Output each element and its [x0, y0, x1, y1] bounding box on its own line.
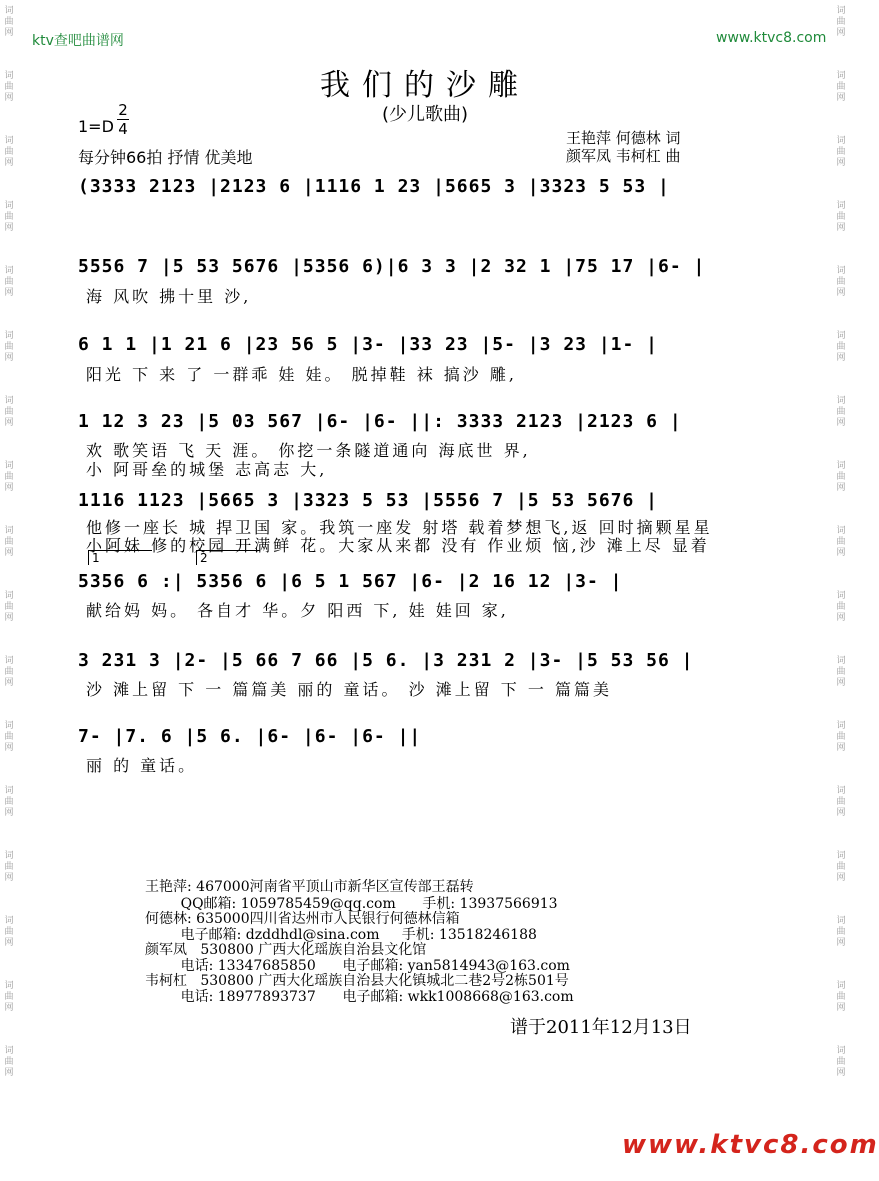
- edge-watermark-segment: 词 曲 网: [836, 591, 846, 623]
- volta-1: 1: [88, 550, 152, 565]
- score-line-5: 1116 1123 |5665 3 |3323 5 53 |5556 7 |5 53 5676 |: [78, 490, 659, 511]
- score-line-1: (3333 2123 |2123 6 |1116 1 23 |5665 3 |3323 5 53 |: [78, 176, 670, 197]
- site-name-left: ktv查吧曲谱网: [32, 33, 124, 49]
- edge-watermark-segment: 词 曲 网: [836, 6, 846, 38]
- edge-watermark-segment: 词 曲 网: [836, 331, 846, 363]
- edge-watermark-segment: 词 曲 网: [4, 6, 14, 38]
- song-subtitle: (少儿歌曲): [381, 104, 469, 125]
- edge-watermark-segment: 词 曲 网: [4, 461, 14, 493]
- edge-watermark-segment: 词 曲 网: [836, 851, 846, 883]
- lyric-line-4b: 小 阿哥垒的城堡 志高志 大,: [86, 460, 328, 479]
- contact-line-3: 何德林: 635000四川省达州市人民银行何德林信箱: [145, 911, 460, 927]
- edge-watermark-segment: 词 曲 网: [836, 396, 846, 428]
- score-line-7: 3 231 3 |2- |5 66 7 66 |5 6. |3 231 2 |3- |5 53 56 |: [78, 650, 694, 671]
- lyric-line-8: 丽 的 童话。: [86, 756, 198, 775]
- watermark-logo: www.ktvc8.com: [622, 1130, 879, 1160]
- tempo-marking: 每分钟66拍 抒情 优美地: [78, 148, 253, 167]
- edge-watermark-segment: 词 曲 网: [4, 266, 14, 298]
- volta-2: 2: [196, 550, 260, 565]
- edge-watermark-segment: 词 曲 网: [836, 266, 846, 298]
- contact-line-1: 王艳萍: 467000河南省平顶山市新华区宣传部王磊转: [145, 879, 474, 895]
- song-title: 我们的沙雕: [320, 68, 530, 103]
- edge-watermark-segment: 词 曲 网: [836, 656, 846, 688]
- lyric-line-4a: 欢 歌笑语 飞 天 涯。 你挖一条隧道通向 海底世 界,: [86, 441, 531, 460]
- edge-watermark-left: [2, 0, 16, 1111]
- time-signature: [117, 102, 129, 137]
- edge-watermark-segment: 词 曲 网: [4, 526, 14, 558]
- edge-watermark-segment: 词 曲 网: [4, 331, 14, 363]
- edge-watermark-segment: 词 曲 网: [836, 201, 846, 233]
- lyric-line-6: 献给妈 妈。 各自才 华。夕 阳西 下, 娃 娃回 家,: [86, 601, 509, 620]
- edge-watermark-segment: 词 曲 网: [4, 786, 14, 818]
- edge-watermark-segment: 词 曲 网: [836, 136, 846, 168]
- lyric-line-7: 沙 滩上留 下 一 篇篇美 丽的 童话。 沙 滩上留 下 一 篇篇美: [86, 680, 612, 699]
- edge-watermark-segment: 词 曲 网: [836, 1046, 846, 1078]
- edge-watermark-segment: 词 曲 网: [836, 526, 846, 558]
- contact-line-8: 电话: 18977893737 电子邮箱: wkk1008668@163.com: [145, 989, 574, 1005]
- edge-watermark-right: [834, 0, 848, 1111]
- lyric-line-5a: 他修一座长 城 捍卫国 家。我筑一座发 射塔 载着梦想飞,返 回时摘颗星星: [86, 518, 713, 537]
- edge-watermark-segment: 词 曲 网: [4, 591, 14, 623]
- edge-watermark-segment: 词 曲 网: [4, 851, 14, 883]
- edge-watermark-segment: 词 曲 网: [4, 981, 14, 1013]
- edge-watermark-segment: 词 曲 网: [836, 461, 846, 493]
- edge-watermark-segment: 词 曲 网: [4, 396, 14, 428]
- contact-line-2: QQ邮箱: 1059785459@qq.com 手机: 13937566913: [145, 896, 558, 912]
- contact-line-5: 颜军凤 530800 广西大化瑶族自治县文化馆: [145, 942, 427, 958]
- key-signature: 1=D: [78, 117, 114, 136]
- score-line-4: 1 12 3 23 |5 03 567 |6- |6- ||: 3333 2123 |2123 6 |: [78, 411, 682, 432]
- edge-watermark-segment: 词 曲 网: [836, 71, 846, 103]
- edge-watermark-segment: 词 曲 网: [4, 721, 14, 753]
- edge-watermark-segment: 词 曲 网: [4, 136, 14, 168]
- edge-watermark-segment: 词 曲 网: [4, 656, 14, 688]
- score-line-3: 6 1 1 |1 21 6 |23 56 5 |3- |33 23 |5- |3 23 |1- |: [78, 334, 659, 355]
- time-signature-bottom: 4: [118, 120, 128, 138]
- composition-date: 谱于2011年12月13日: [510, 1017, 692, 1038]
- score-line-6: 5356 6 :| 5356 6 |6 5 1 567 |6- |2 16 12 |3- |: [78, 571, 623, 592]
- contact-line-7: 韦柯杠 530800 广西大化瑶族自治县大化镇城北二巷2号2栋501号: [145, 973, 569, 989]
- edge-watermark-segment: 词 曲 网: [4, 71, 14, 103]
- score-line-2: 5556 7 |5 53 5676 |5356 6)|6 3 3 |2 32 1 |75 17 |6- |: [78, 256, 706, 277]
- contact-line-4: 电子邮箱: dzddhdl@sina.com 手机: 13518246188: [145, 927, 537, 943]
- edge-watermark-segment: 词 曲 网: [836, 786, 846, 818]
- edge-watermark-segment: 词 曲 网: [836, 916, 846, 948]
- time-signature-top: 2: [118, 101, 128, 119]
- lyric-line-3: 阳光 下 来 了 一群乖 娃 娃。 脱掉鞋 袜 搞沙 雕,: [86, 365, 517, 384]
- edge-watermark-segment: 词 曲 网: [4, 916, 14, 948]
- contact-line-6: 电话: 13347685850 电子邮箱: yan5814943@163.com: [145, 958, 570, 974]
- site-url-right: www.ktvc8.com: [716, 30, 827, 46]
- score-line-8: 7- |7. 6 |5 6. |6- |6- |6- ||: [78, 726, 422, 747]
- lyricist-credit: 王艳萍 何德林 词: [566, 129, 681, 147]
- edge-watermark-segment: 词 曲 网: [836, 721, 846, 753]
- lyric-line-2: 海 风吹 拂十里 沙,: [86, 287, 252, 306]
- lyric-line-5b: 小阿妹 修的校园 开满鲜 花。大家从来都 没有 作业烦 恼,沙 滩上尽 显着: [86, 536, 710, 555]
- edge-watermark-segment: 词 曲 网: [836, 981, 846, 1013]
- edge-watermark-segment: 词 曲 网: [4, 201, 14, 233]
- composer-credit: 颜军凤 韦柯杠 曲: [566, 147, 681, 165]
- edge-watermark-segment: 词 曲 网: [4, 1046, 14, 1078]
